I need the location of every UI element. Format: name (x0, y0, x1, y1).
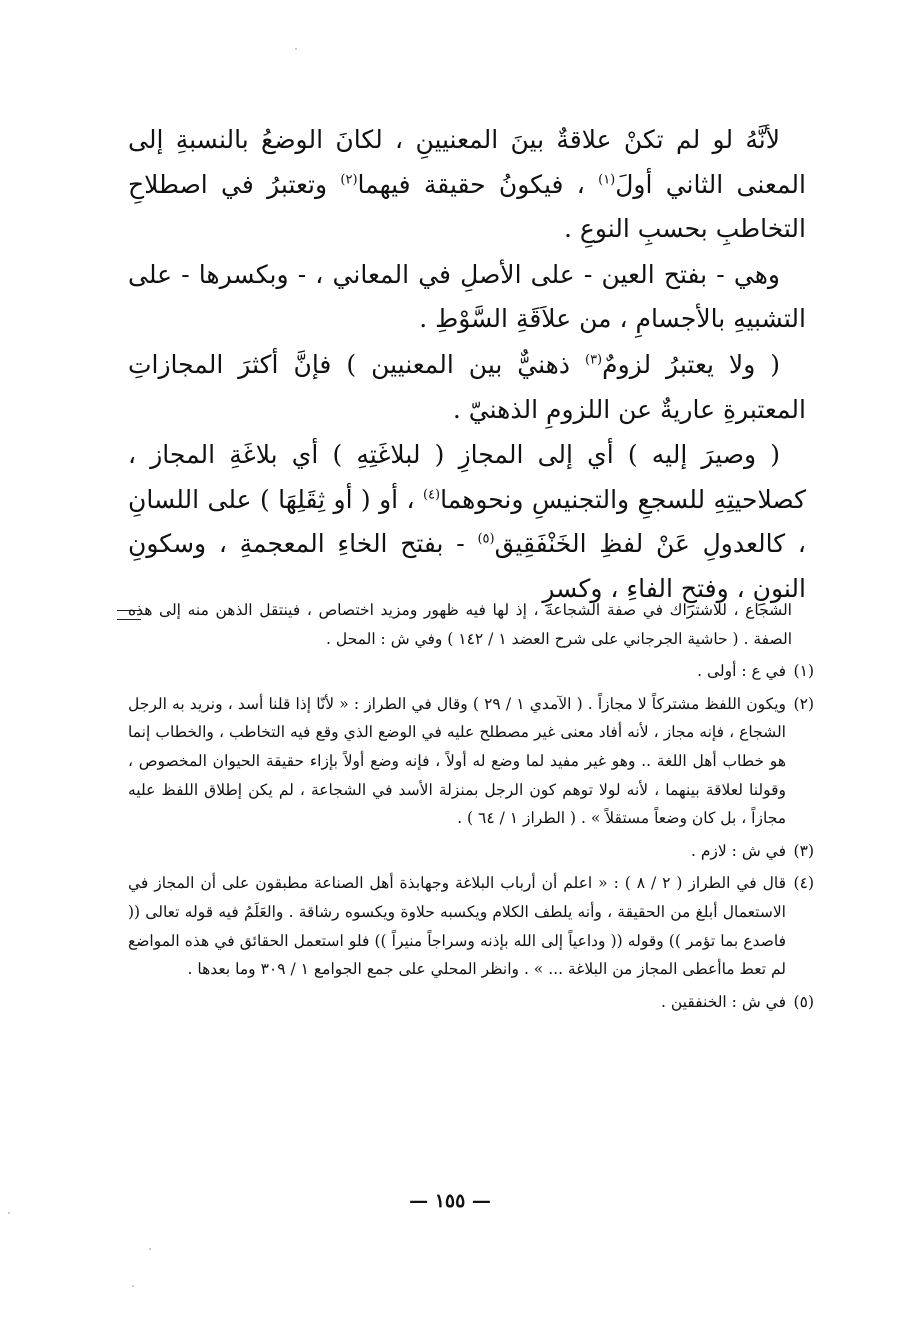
footnote-number: (٣) (793, 841, 814, 860)
main-text-run: ذهنيٌّ بين المعنيين ) فإنَّ أكثرَ المجازاتِ المعتبرةِ عاريةٌ عن اللزومِ الذهنيّ . (128, 349, 806, 424)
main-text-run: ( ولا يعتبرُ لزومٌ (602, 349, 780, 379)
scan-speck (295, 48, 297, 50)
footnote-number: (٤) (793, 874, 814, 893)
footnote-ref: (٥) (477, 532, 495, 548)
footnote-number: (٥) (793, 992, 814, 1011)
page-number: — ١٥٥ — (409, 1190, 491, 1212)
main-paragraph: وهي - بفتح العين - على الأصلِ في المعاني ، - وبكسرها - على التشبيهِ بالأجسامِ ، من علاَقَةِ السَّوْطِ . (128, 259, 806, 334)
main-text-run: ( وصيرَ إليه ) أي إلى المجازِ ( لبلاغَتِهِ ) أي بلاغَةِ المجاز ، كصلاحيتِهِ للسجعِ والتجنيسِ ونحوهما (128, 440, 806, 514)
footnote (128, 837, 814, 866)
footnotes (128, 596, 814, 1016)
main-text-run: ، أو ( أو ثِقَلِهَا ) على اللسانِ ، كالعدولِ عَنْ لفظِ الخَنْفَقِيق (128, 484, 806, 559)
scan-speck (149, 1248, 151, 1250)
scan-speck (132, 1285, 134, 1287)
footnote-number: (١) (793, 662, 814, 681)
footnote-text: قال في الطراز ( ٢ / ٨ ) : « اعلم أن أرباب البلاغة وجهابذة أهل الصناعة مطبقون على أن المجاز في الاستعمال أبلغ من الحقيقة ، وأنه يلطف الكلام ويكسبه حلاوة ويكسوه رشاقة . والعَلَمُ فيه قوله تعالى (( فاصدع بما تؤمر )) وقوله (( وداعياً إلى الله بإذنه وسراجاً منيراً )) فلو استعمل الحقائق في هذه المواضع لم تعط ماأعطى المجاز من البلاغة ... » . وانظر المحلي على جمع الجوامع ١ / ٣٠٩ وما بعدها . (128, 874, 786, 979)
footnote-ref: (٣) (584, 352, 603, 368)
footnote-ref: (٤) (422, 487, 441, 503)
footnote-continuation: الشجاع ، للاشتراك في صفة الشجاعة ، إذ لها فيه ظهور ومزيد اختصاص ، فينتقل الذهن منه إلى هذه الصفة . ( حاشية الجرجاني على شرح العضد ١ / ١٤٢ ) وفي ش : المحل . (128, 601, 792, 648)
footnote-text: في ش : لازم . (690, 841, 786, 860)
main-text-run: لأنَّهُ لو لم تكنْ علاقةٌ بينَ المعنيينِ ، لكانَ الوضعُ بالنسبةِ إلى المعنى الثاني أولَ (128, 125, 806, 199)
footnote (128, 657, 814, 686)
footnote-text: في ش : الخنفقين . (661, 992, 786, 1011)
footnote (128, 869, 814, 983)
footnote (128, 690, 814, 833)
main-paragraph (128, 433, 806, 611)
scan-speck (8, 1212, 10, 1214)
main-paragraph (128, 118, 806, 252)
main-paragraph (128, 343, 806, 432)
footnote-number: (٢) (793, 694, 814, 713)
footnote-ref: (١) (598, 172, 616, 188)
main-text-run: - بفتح الخاءِ المعجمةِ ، وسكونِ النونِ ، وفتحِ الفاءِ ، وكسرِ (128, 529, 806, 603)
footnote-text: ويكون اللفظ مشتركاً لا مجازاً . ( الآمدي ١ / ٢٩ ) وقال في الطراز : « لأنّا إذا قلنا أسد ، ونريد به الرجل الشجاع ، فإنه مجاز ، لأنه أفاد معنى غير مصطلح عليه في الوضع الذي وقع فيه التخاطب ، والخطاب إنما هو خطاب أهل اللغة .. وهو غير مفيد لما وضع له أولاً ، فإنه وضع أولاً بإزاء حقيقة الحيوان المخصوص ، وقولنا لعلاقة بينهما ، لأنه لولا توهم كون الرجل بمنزلة الأسد في الشجاعة ، لم يكن إطلاق اللفظ عليه مجازاً ، بل كان وضعاً مستقلاً » . ( الطراز ١ / ٦٤ ) . (128, 694, 787, 828)
main-text-run: ، فيكونُ حقيقة فيهما (357, 169, 599, 199)
footnote-ref: (٢) (340, 172, 358, 188)
main-text (128, 118, 806, 613)
footnote (128, 988, 814, 1017)
footnote-text: في ع : أولى . (697, 662, 786, 681)
main-text-run: وتعتبرُ في اصطلاحِ التخاطبِ بحسبِ النوعِ . (128, 169, 806, 244)
